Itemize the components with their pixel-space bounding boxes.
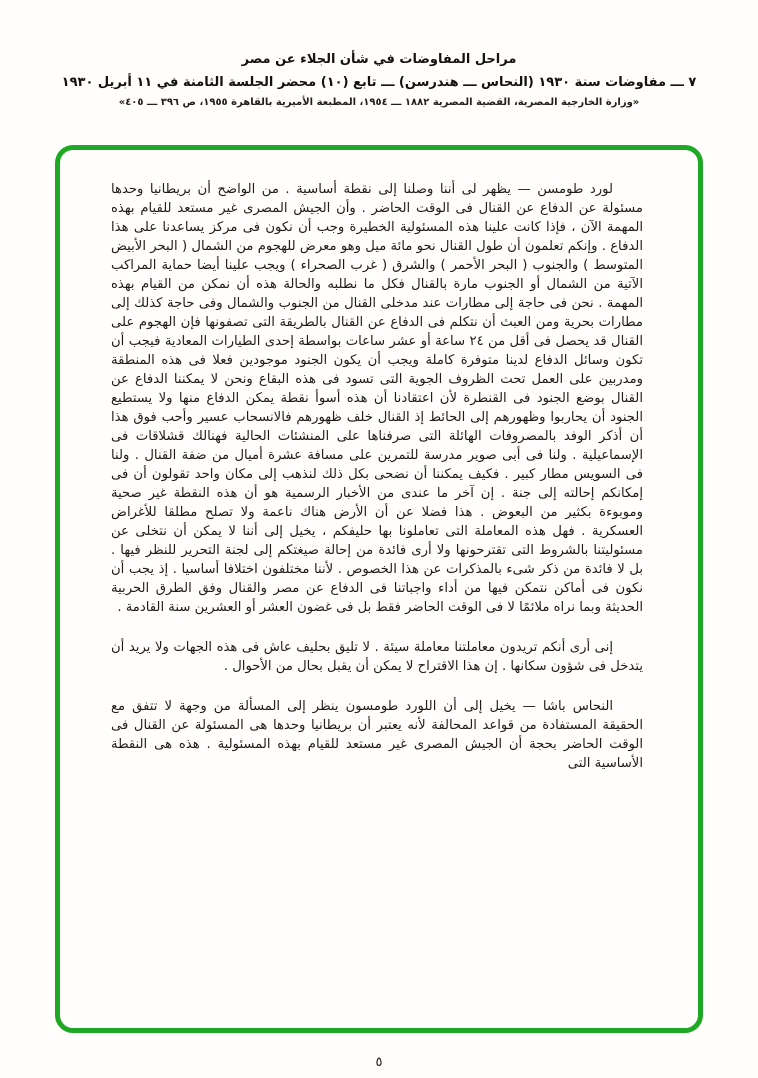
- paragraph-lord-thomson-statement: لورد طومسن — يظهر لى أننا وصلنا إلى نقطة أساسية . من الواضح أن بريطانيا وحدها مسئولة عن الدفاع عن القنال فى الوقت الحاضر . وأن الجيش المصرى غير مستعد للقيام بهذه المهمة الآن ، فإذا كانت علينا هذه المسئولية الخطيرة وجب أن نكون فى مركز يساعدنا على هذا الدفاع . وإنكم تعلمون أن طول القنال نحو مائة ميل وهو معرض للهجوم من الشمال ( البحر الأبيض المتوسط ) والجنوب ( البحر الأحمر ) والشرق ( غرب الصحراء ) ويجب علينا أيضا حماية المراكب الآتية من الشمال أو الجنوب مارة بالقنال فكل ما نطلبه والحالة هذه أن نمكن من القيام بهذه المهمة . نحن فى حاجة إلى مطارات عند مدخلى القنال من الجنوب والشمال وفى حاجة كذلك إلى مطارات بحرية ومن العبث أن نتكلم فى الدفاع عن القنال بالطريقة التى تصفونها فإن الهجوم على القنال قد يحصل فى أقل من ٢٤ ساعة أو عشر ساعات بواسطة إحدى الطيارات المعادية فيجب أن تكون وسائل الدفاع لدينا متوفرة كاملة ويجب أن يكون الجنود موجودين فعلا فى هذه المنطقة ومدربين على العمل تحت الظروف الجوية التى تسود فى هذه البقاع ونحن لا يمكننا الدفاع عن القنال بوضع الجنود فى القنطرة لأن اعتقادنا أن هذه أسوأ نقطة يمكن الدفاع منها ولا يستطيع الجنود أن يحاربوا وظهورهم إلى الحائط إذ القنال خلف ظهورهم فالانسحاب عسير وأحب فوق هذا أن أذكر الوفد بالمصروفات الهائلة التى صرفناها على المنشئات الحالية فهنالك قشلاقات فى الإسماعيلية . ولنا فى أبى صوير مدرسة للتمرين على مسافة عشرة أميال من ضفة القنال . ولنا فى السويس مطار كبير . فكيف يمكننا أن نضحى بكل ذلك لنذهب إلى مكان واحد تقولون أن فى إمكانكم إحالته إلى جنة . إن آخر ما عندى من الأخبار الرسمية هو أن هذه النقطة غير صحية وموبوءة بكثير من البعوض . هذا فضلا عن أن الأرض هناك ناعمة ولا تصلح مطلقا للأغراض العسكرية . فهل هذه المعاملة التى تعاملونا بها حليفكم ، يخيل إلى أننا لا يمكن أن نتخلى عن مسئوليتنا بالشروط التى تقترحونها ولا أرى فائدة من إحالة صيغتكم إلى لجنة التحرير للنظر فيها . بل لا فائدة من ذكر شىء بالمذكرات عن هذا الخصوص . لأننا مختلفون اختلافا أساسيا . إذ يجب أن نكون فى أماكن نتمكن فيها من أداء واجباتنا فى الدفاع عن مصر والقنال وفق الطرق الحربية الحديثة وبما نراه ملائمًا لا فى الوقت الحاضر فقط بل فى غضون العشر أو العشرين سنة القادمة .: [111, 182, 643, 615]
- paragraph-lord-thomson-remark: إنى أرى أنكم تريدون معاملتنا معاملة سيئة . لا تليق بحليف عاش فى هذه الجهات ولا يريد أن يتدخل فى شؤون سكانها . إن هذا الاقتراح لا يمكن أن يقبل بحال من الأحوال .: [111, 640, 643, 674]
- paragraph-nahhas-pasha-reply: النحاس باشا — يخيل إلى أن اللورد طومسون ينظر إلى المسألة من وجهة لا تتفق مع الحقيقة المستفادة من قواعد المحالفة لأنه يعتبر أن بريطانيا وحدها هى المسئولة عن القنال فى الوقت الحاضر بحجة أن الجيش المصرى غير مستعد للقيام بهذه المسئولية . هذه هى النقطة الأساسية التى: [111, 699, 643, 771]
- document-title: مراحل المفاوضات في شأن الجلاء عن مصر: [241, 52, 517, 67]
- page-number: ٥: [375, 1055, 383, 1070]
- document-header: [0, 52, 758, 108]
- source-citation: «وزارة الخارجية المصرية، القضية المصرية ١٨٨٢ ـــ ١٩٥٤، المطبعة الأميرية بالقاهرة ١٩٥٥، ص ٣٩٦ ـــ ٤٠٥»: [118, 97, 640, 108]
- scanned-text-body: [111, 180, 643, 794]
- document-subtitle: ٧ ـــ مفاوضات سنة ١٩٣٠ (النحاس ـــ هندرسن) ـــ تابع (١٠) محضر الجلسة الثامنة في ١١ أبريل ١٩٣٠: [61, 75, 697, 90]
